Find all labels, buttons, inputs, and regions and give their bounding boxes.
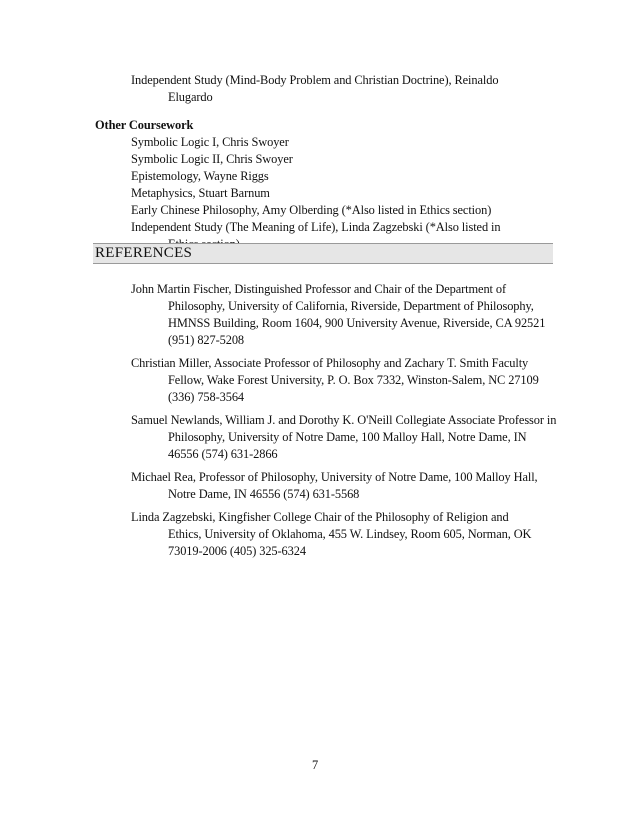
other-coursework-heading: Other Coursework — [95, 118, 194, 132]
reference-line: Ethics, University of Oklahoma, 455 W. Lindsey, Room 605, Norman, OK — [168, 527, 532, 541]
coursework-line: Symbolic Logic II, Chris Swoyer — [131, 152, 293, 166]
coursework-line: Epistemology, Wayne Riggs — [131, 169, 269, 183]
reference-line: (951) 827-5208 — [168, 333, 245, 347]
study-line: Independent Study (Mind-Body Problem and Christian Doctrine), Reinaldo — [131, 73, 499, 87]
coursework-line: Independent Study (The Meaning of Life), Linda Zagzebski (*Also listed in — [131, 220, 501, 234]
reference-line: Philosophy, University of Notre Dame, 100 Malloy Hall, Notre Dame, IN — [168, 430, 527, 444]
reference-line: Fellow, Wake Forest University, P. O. Box 7332, Winston-Salem, NC 27109 — [168, 373, 539, 387]
reference-line: Michael Rea, Professor of Philosophy, University of Notre Dame, 100 Malloy Hall, — [131, 470, 538, 484]
coursework-line: Metaphysics, Stuart Barnum — [131, 186, 270, 200]
reference-line: Samuel Newlands, William J. and Dorothy K. O'Neill Collegiate Associate Professor in — [131, 413, 557, 427]
study-line: Elugardo — [168, 90, 213, 104]
reference-line: 73019-2006 (405) 325-6324 — [168, 544, 306, 558]
page-number: 7 — [312, 758, 319, 772]
references-heading: REFERENCES — [95, 245, 193, 261]
coursework-line: Early Chinese Philosophy, Amy Olberding (*Also listed in Ethics section) — [131, 203, 492, 217]
reference-line: Christian Miller, Associate Professor of Philosophy and Zachary T. Smith Faculty — [131, 356, 529, 370]
reference-line: HMNSS Building, Room 1604, 900 University Avenue, Riverside, CA 92521 — [168, 316, 546, 330]
reference-line: Linda Zagzebski, Kingfisher College Chair of the Philosophy of Religion and — [131, 510, 509, 524]
reference-line: John Martin Fischer, Distinguished Professor and Chair of the Department of — [131, 282, 507, 296]
reference-line: Notre Dame, IN 46556 (574) 631-5568 — [168, 487, 360, 501]
coursework-line: Symbolic Logic I, Chris Swoyer — [131, 135, 289, 149]
reference-line: (336) 758-3564 — [168, 390, 245, 404]
reference-line: Philosophy, University of California, Riverside, Department of Philosophy, — [168, 299, 534, 313]
reference-line: 46556 (574) 631-2866 — [168, 447, 278, 461]
